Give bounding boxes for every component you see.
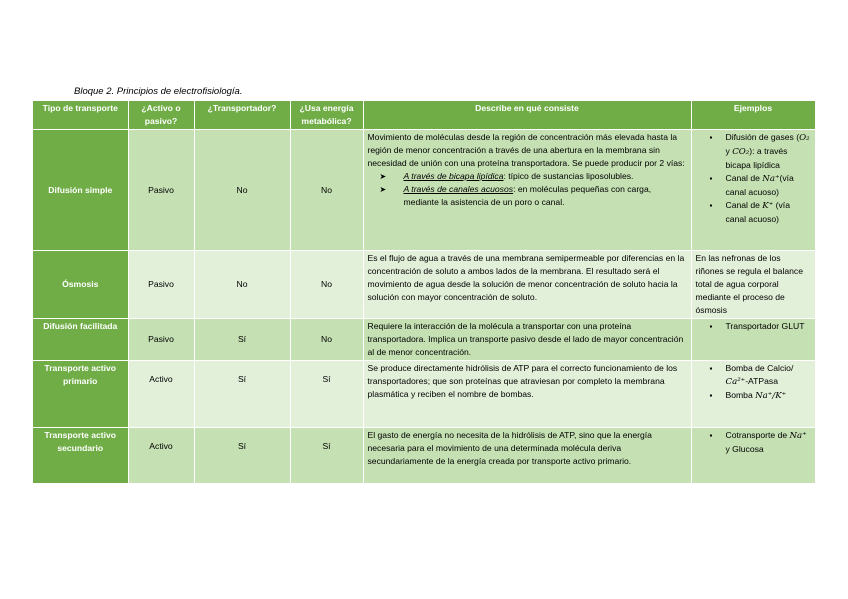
ejemplo-text: -ATPasa bbox=[745, 376, 778, 386]
row-tipo: Difusión facilitada bbox=[33, 319, 128, 361]
header-energia: ¿Usa energía metabólica? bbox=[290, 101, 363, 130]
row-describe bbox=[363, 130, 691, 251]
header-activo: ¿Activo o pasivo? bbox=[128, 101, 194, 130]
ejemplo-symbol: Na⁺ bbox=[762, 174, 780, 184]
ejemplo-text: Canal de bbox=[725, 173, 763, 183]
ejemplo-item bbox=[710, 320, 811, 333]
row-ejemplos bbox=[691, 319, 815, 361]
row-energia: Sí bbox=[290, 428, 363, 483]
row-transportador: No bbox=[194, 130, 290, 251]
ejemplos-list bbox=[696, 320, 811, 333]
via-item bbox=[378, 170, 687, 183]
ejemplo-item bbox=[710, 199, 811, 226]
ejemplo-text: Bomba de Calcio/ bbox=[725, 363, 794, 373]
via-text: : típico de sustancias liposolubles. bbox=[503, 171, 634, 181]
header-tipo: Tipo de transporte bbox=[33, 101, 128, 130]
transport-table bbox=[33, 101, 816, 483]
ejemplo-text: y Glucosa bbox=[725, 444, 764, 454]
row-tipo: Ósmosis bbox=[33, 251, 128, 319]
ejemplo-item bbox=[710, 429, 811, 456]
via-label: A través de bicapa lipídica bbox=[403, 171, 504, 181]
row-describe: Es el flujo de agua a través de una membrana semipermeable por diferencias en la concentración de soluto a ambos lados de la membrana. El resultado será el movimiento de agua desde la solución de menor concentración de soluto hacia la solución con mayor concentración de soluto. bbox=[363, 251, 691, 319]
ejemplo-text: (vía canal acuoso) bbox=[725, 173, 794, 197]
row-ejemplos bbox=[691, 428, 815, 483]
ejemplo-item bbox=[710, 172, 811, 199]
row-energia: No bbox=[290, 130, 363, 251]
row-energia: No bbox=[290, 319, 363, 361]
ejemplos-list bbox=[696, 429, 811, 456]
row-activo: Pasivo bbox=[128, 251, 194, 319]
via-item bbox=[378, 183, 687, 209]
row-ejemplos: En las nefronas de los riñones se regula el balance total de agua corporal mediante el proceso de ósmosis bbox=[691, 251, 815, 319]
row-energia: No bbox=[290, 251, 363, 319]
row-ejemplos bbox=[691, 130, 815, 251]
header-transportador: ¿Transportador? bbox=[194, 101, 290, 130]
row-activo: Activo bbox=[128, 428, 194, 483]
ejemplo-symbol: CO₂ bbox=[732, 147, 750, 157]
describe-intro: Movimiento de moléculas desde la región de concentración más elevada hasta la región de menor concentración a través de una abertura en la membrana sin necesidad de unión con una proteína transportadora. Se puede producir por 2 vías: bbox=[367, 132, 685, 168]
ejemplos-list bbox=[696, 131, 811, 226]
vias-list bbox=[368, 170, 687, 209]
table-row bbox=[33, 361, 815, 428]
row-ejemplos bbox=[691, 361, 815, 428]
ejemplo-text: Difusión de gases ( bbox=[725, 132, 800, 142]
via-label: A través de canales acuosos bbox=[403, 184, 514, 194]
row-describe: Se produce directamente hidrólisis de ATP para el correcto funcionamiento de los transportadores; que son proteínas que atraviesan por completo la membrana plasmática y reciben el nombre de bombas. bbox=[363, 361, 691, 428]
header-describe: Describe en qué consiste bbox=[363, 101, 691, 130]
row-activo: Activo bbox=[128, 361, 194, 428]
row-tipo: Difusión simple bbox=[33, 130, 128, 251]
ejemplos-list bbox=[696, 362, 811, 403]
ejemplo-text: ): a través bicapa lipídica bbox=[725, 146, 788, 170]
ejemplo-item bbox=[710, 131, 811, 172]
ejemplo-text: Bomba bbox=[725, 390, 756, 400]
ejemplo-text: Cotransporte de bbox=[725, 430, 790, 440]
row-transportador: Sí bbox=[194, 319, 290, 361]
via-text: : en moléculas pequeñas con carga, mediante la asistencia de un poro o canal. bbox=[403, 184, 652, 207]
ejemplo-item bbox=[710, 389, 811, 403]
ejemplo-text: y bbox=[725, 146, 733, 156]
table-row bbox=[33, 130, 815, 251]
ejemplo-symbol: O₂ bbox=[799, 133, 810, 143]
row-activo: Pasivo bbox=[128, 319, 194, 361]
row-tipo: Transporte activo secundario bbox=[33, 428, 128, 483]
table-row bbox=[33, 319, 815, 361]
ejemplo-symbol: Na⁺ bbox=[789, 431, 807, 441]
row-describe: El gasto de energía no necesita de la hidrólisis de ATP, sino que la energía necesaria para el movimiento de una determinada molécula deriva secundariamente de la energía creada por transporte activo primario. bbox=[363, 428, 691, 483]
row-tipo: Transporte activo primario bbox=[33, 361, 128, 428]
ejemplo-text: Canal de bbox=[725, 200, 763, 210]
row-energia: Sí bbox=[290, 361, 363, 428]
ejemplo-symbol: K⁺ bbox=[762, 201, 774, 211]
ejemplo-item bbox=[710, 362, 811, 389]
header-ejemplos: Ejemplos bbox=[691, 101, 815, 130]
row-activo: Pasivo bbox=[128, 130, 194, 251]
table-caption: Bloque 2. Principios de electrofisiología. bbox=[74, 86, 243, 97]
ejemplo-text: Transportador GLUT bbox=[725, 321, 805, 331]
row-describe: Requiere la interacción de la molécula a transportar con una proteína transportadora. Implica un transporte pasivo desde el lado de mayor concentración al de menor concentración. bbox=[363, 319, 691, 361]
row-transportador: Sí bbox=[194, 428, 290, 483]
ejemplo-symbol: Ca²⁺ bbox=[725, 377, 746, 387]
table-row bbox=[33, 428, 815, 483]
ejemplo-symbol: Na⁺/K⁺ bbox=[755, 391, 787, 401]
row-transportador: Sí bbox=[194, 361, 290, 428]
ejemplo-text: (vía canal acuoso) bbox=[725, 200, 790, 224]
header-row bbox=[33, 101, 815, 130]
row-transportador: No bbox=[194, 251, 290, 319]
table-row bbox=[33, 251, 815, 319]
